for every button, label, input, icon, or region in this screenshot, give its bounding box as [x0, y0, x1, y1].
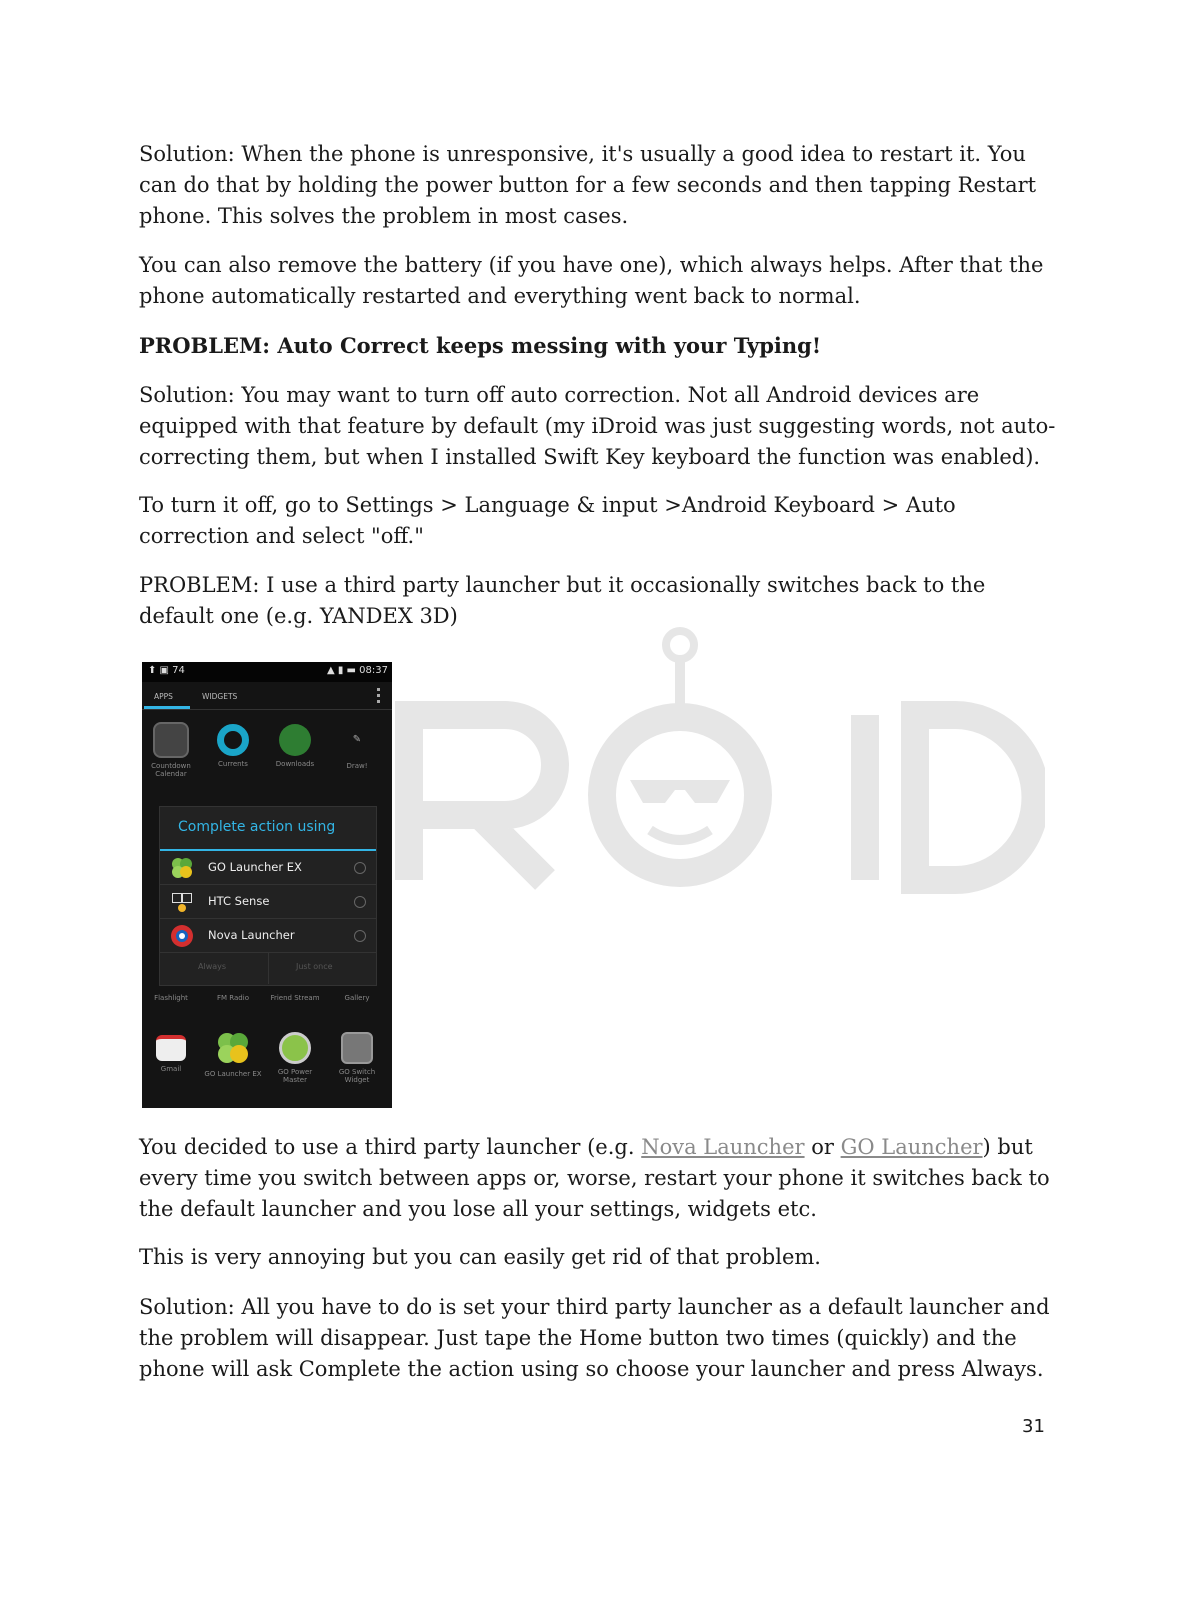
paragraph-third-party-launcher [139, 1132, 1059, 1225]
paragraph-solution-restart: Solution: When the phone is unresponsive, it's usually a good idea to restart it. You can do that by holding the power button for a few seconds and then tapping Restart phone. This solves the problem in most cases. [139, 142, 1037, 228]
app-label: Downloads [275, 760, 315, 768]
draw-icon: ✎ [352, 734, 362, 745]
radio-button[interactable] [354, 896, 366, 908]
button-divider [268, 952, 269, 984]
htc-sense-icon [170, 890, 194, 914]
app-label: Flashlight [154, 994, 188, 1002]
currents-icon [217, 724, 249, 756]
paragraph-launcher-problem: PROBLEM: I use a third party launcher but it occasionally switches back to the default one (e.g. YANDEX 3D) [139, 573, 986, 628]
droid-watermark-logo [395, 625, 1045, 895]
paragraph-turn-off-steps: To turn it off, go to Settings > Language & input >Android Keyboard > Auto correction and select "off." [139, 493, 956, 548]
option-nova-launcher[interactable] [160, 919, 376, 953]
link-nova-launcher[interactable]: Nova Launcher [641, 1135, 805, 1159]
gmail-icon [156, 1035, 186, 1061]
app-go-power-master[interactable] [266, 1030, 324, 1084]
app-countdown-calendar[interactable] [142, 722, 200, 778]
option-htc-sense[interactable] [160, 885, 376, 919]
app-fm-radio[interactable] [204, 994, 262, 1002]
paragraph-annoying: This is very annoying but you can easily get rid of that problem. [139, 1245, 821, 1269]
link-go-launcher[interactable]: GO Launcher [840, 1135, 983, 1159]
tab-divider [142, 709, 392, 710]
app-label: GO Launcher EX [204, 1070, 262, 1078]
download-icon [279, 724, 311, 756]
app-label: Friend Stream [270, 994, 320, 1002]
option-go-launcher-ex[interactable] [160, 851, 376, 885]
app-label: Countdown Calendar [151, 762, 191, 778]
option-label: HTC Sense [208, 894, 270, 908]
status-left-icons: ⬆ ▣ 74 [148, 665, 185, 676]
tab-widgets[interactable]: WIDGETS [202, 692, 238, 701]
app-label: Currents [218, 760, 248, 768]
app-downloads[interactable] [266, 722, 324, 768]
dialog-title: Complete action using [178, 819, 336, 835]
paragraph-remove-battery: You can also remove the battery (if you have one), which always helps. After that the phone automatically restarted and everything went back to normal. [139, 253, 1044, 308]
paragraph-solution-default-launcher: Solution: All you have to do is set your third party launcher as a default launcher and the problem will disappear. Just tape the Home button two times (quickly) and the phone will ask Complete the action using so choose your launcher and press Always. [139, 1295, 1050, 1381]
app-label: Gmail [160, 1065, 182, 1073]
go-launcher-icon [215, 1030, 251, 1066]
paragraph-solution-auto-correction: Solution: You may want to turn off auto correction. Not all Android devices are equipped with that feature by default (my iDroid was just suggesting words, not auto-correcting them, but when I installed Swift Key keyboard the function was enabled). [139, 383, 1056, 469]
app-flashlight[interactable] [142, 994, 200, 1002]
paragraph-text: or [804, 1135, 841, 1159]
app-label: Gallery [344, 994, 370, 1002]
app-gallery[interactable] [328, 994, 386, 1002]
app-friend-stream[interactable] [266, 994, 324, 1002]
app-gmail[interactable] [142, 1030, 200, 1073]
overflow-menu-icon[interactable] [377, 688, 380, 706]
app-label: Draw! [346, 762, 368, 770]
page-number: 31 [1022, 1416, 1045, 1437]
status-bar [142, 662, 392, 682]
app-go-switch-widget[interactable] [328, 1030, 386, 1084]
power-icon [279, 1032, 311, 1064]
option-label: Nova Launcher [208, 928, 295, 942]
phone-screenshot [142, 662, 392, 1108]
status-right-clock: ▲ ▮ ▬ 08:37 [327, 665, 388, 676]
always-button[interactable]: Always [198, 962, 227, 971]
app-go-launcher-ex[interactable] [204, 1030, 262, 1078]
dialog-buttons [160, 952, 376, 984]
complete-action-dialog [159, 806, 377, 986]
radio-button[interactable] [354, 930, 366, 942]
just-once-button[interactable]: Just once [296, 962, 333, 971]
paragraph-text: ) but every time you switch between apps or, worse, restart your phone it switches back to the default launcher and you lose all your settings, widgets etc. [139, 1135, 1050, 1221]
app-label: FM Radio [217, 994, 249, 1002]
go-launcher-icon [170, 856, 194, 880]
switch-widget-icon [341, 1032, 373, 1064]
app-label: GO Switch Widget [338, 1068, 376, 1084]
paragraph-text: You decided to use a third party launcher (e.g. [139, 1135, 642, 1159]
clock-icon [153, 722, 189, 758]
app-draw[interactable] [328, 722, 386, 770]
radio-button[interactable] [354, 862, 366, 874]
tab-apps[interactable]: APPS [154, 692, 173, 701]
heading-auto-correct-problem: PROBLEM: Auto Correct keeps messing with your Typing! [139, 333, 822, 358]
app-currents[interactable] [204, 722, 262, 768]
option-label: GO Launcher EX [208, 860, 302, 874]
app-label: GO Power Master [277, 1068, 313, 1084]
nova-launcher-icon [170, 924, 194, 948]
